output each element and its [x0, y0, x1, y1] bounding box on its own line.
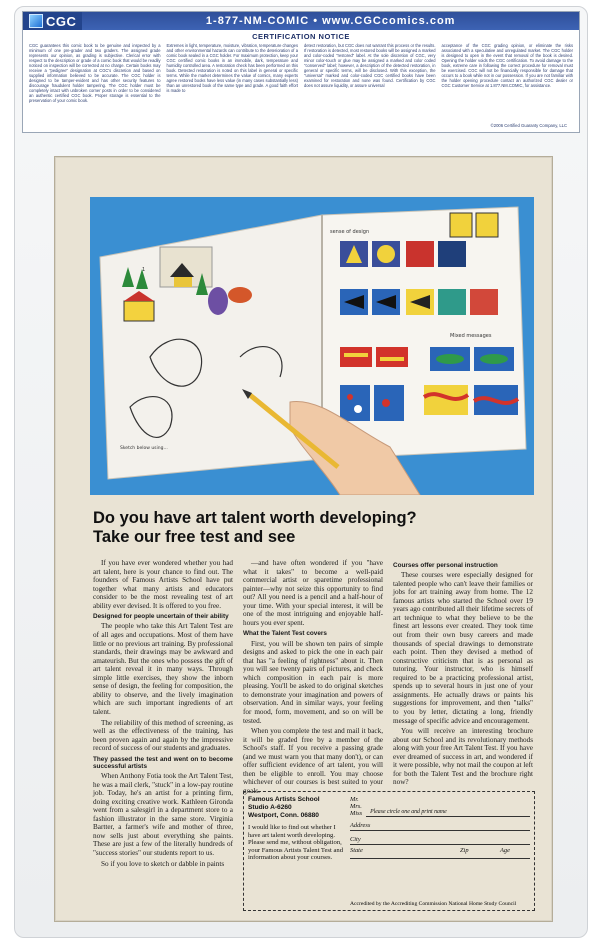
paragraph: The reliability of this method of screening, as well as the effectiveness of the training, has been proven again and again by the impressive record of success of our students and graduates. — [93, 718, 233, 753]
cert-column-2: Extremes in light, temperature, moisture, vibration, temperature changes and other environmental hazards can contribute to the deterioration of a comic book sealed in a CGC holder. For maximum protection, keep your CGC certified comic books in an immobile, dark, temperature and humidity controlled area. A restoration check has been performed on this book. Detected restoration is noted on this label in general or specific terms. While the market determines the value of comics, many experts agree restored books have less value (in many cases substantially less) than an unrestored book of the same type and grade. A good faith effort is made to — [166, 43, 298, 93]
comic-back-cover — [54, 156, 553, 922]
age-label: Age — [500, 847, 510, 854]
photo-label-design: sense of design — [330, 229, 370, 235]
label-header-bar — [23, 12, 579, 30]
paragraph: When Anthony Fotia took the Art Talent Test, he was a mail clerk, "stuck" in a low-pay routine job. Today, he's an artist for a printing firm, doing exciting creative work. Kathleen Gironda went from a salesgirl in a department store to a fashion illustrator in the same store. Virginia Bartter, a farmer's wife and mother of three, now sells just about everything she paints. These are just a few of the literally hundreds of "success stories" our students report to us. — [93, 772, 233, 858]
coupon-school-info — [248, 796, 348, 862]
subheading: What the Talent Test covers — [243, 630, 327, 638]
art-test-illustration — [90, 197, 534, 495]
paragraph: You will receive an interesting brochure about our School and its revolutionary methods along with your free Art Talent Test. If you have ever dreamed of success in art, and wondered if it were possible, why not mail the coupon at left for both the Talent Test and the brochure right now? — [393, 727, 533, 787]
address-field[interactable] — [350, 819, 530, 831]
name-field[interactable] — [366, 804, 530, 817]
coupon-form — [350, 796, 530, 861]
paragraph: The people who take this Art Talent Test are of all ages and occupations. Most of them have little or no previous art training. By professional standards, their drawings may be awkward and amateurish. But the ones who possess the gift of art talent reveal it in many ways. Through simple little exercises, they show the inborn sense of design, the feeling for composition, the ability to observe, and the lively imagination which are such important ingredients of art talent. — [93, 622, 233, 716]
state-label: State — [350, 847, 363, 854]
city-label: City — [350, 836, 361, 843]
salutation-miss[interactable]: Miss — [350, 810, 363, 817]
paragraph: When you complete the test and mail it back, it will be graded free by a member of the School's staff. If you receive a passing grade (and we must warn you that many don't), or can offer sufficient evidence of art talent, you will then be eligible to enroll. You may choose whichever of our courses is best suited to your goals. — [243, 727, 383, 795]
paragraph: So if you love to sketch or dabble in paints — [101, 859, 225, 868]
cgc-logo — [23, 12, 82, 30]
cert-column-4: acceptance of the CGC grading opinion, or eliminate the risks associated with a speculative and unregulated market. The CGC holder is designed to open in the event that removal of the book is desired. Opening the holder voids the CGC certification. To avoid damage to the book, extreme care in following the correct procedure for removal must be exercised. CGC will not be financially responsible for damage that occurs to a book while not in our possession. If you are not familiar with the holder opening procedure contact an authorized CGC dealer or CGC Customer Service at 1.877.NM.COMIC, for assistance. — [441, 43, 573, 88]
cgc-logo-text: CGC — [46, 13, 77, 29]
ad-headline-line-1: Do you have art talent worth developing? — [93, 509, 417, 527]
city-field[interactable] — [350, 833, 530, 845]
certification-label — [22, 11, 580, 133]
ad-headline-line-2: Take our free test and see — [93, 528, 296, 546]
paragraph: These courses were especially designed for talented people who can't leave their families or jobs for art training away from home. The 12 famous artists who started the School over 19 years ago contributed all their lifetime secrets of art technique to what they believe to be the finest art lessons ever created. They took time out from their own busy careers and made thousands of special drawings to demonstrate each point. Then they devised a method of constructive criticism that is as personal as tutoring. Your instructor, who is himself required to be a practicing professional artist, spends up to several hours in just one of your assignments. He actually draws or paints his suggestions for improvement, and then "talks" to you by letter, dictating a long, friendly message of specific advice and encouragement. — [393, 571, 533, 725]
paragraph: First, you will be shown ten pairs of simple designs and asked to pick the one in each pair that has "a feeling of rightness" about it. Then you will see twenty pairs of pictures, and check which composition in each pair is more pleasing. You'll be asked to do original sketches to demonstrate your imagination and powers of observation. And in similar ways, your feeling for mood, form, movement, and so on will be tested. — [243, 639, 383, 725]
mail-in-coupon[interactable] — [243, 791, 535, 911]
art-test-photo — [90, 197, 534, 495]
certification-title: CERTIFICATION NOTICE — [252, 32, 350, 41]
label-copyright: ©2006 Certified Guaranty Company, LLC — [490, 123, 567, 128]
state-zip-age-field[interactable] — [350, 847, 530, 859]
address-label: Address — [350, 822, 371, 829]
school-city: Westport, Conn. 06880 — [248, 812, 319, 819]
ad-column-1 — [93, 559, 233, 919]
paragraph: If you have ever wondered whether you had art talent, here is your chance to find out. The founders of Famous Artists School have put together what many artists and educators consider to be the most revealing test of art ability ever devised. It is offered to you free. — [93, 559, 233, 610]
cgc-logo-icon — [29, 14, 43, 28]
certification-text — [23, 41, 579, 103]
school-studio: Studio A-6260 — [248, 804, 292, 811]
cert-column-1: CGC guarantees this comic book to be genuine and inspected by a minimum of one pre-grader and two graders. The assigned grade represents our opinion, as grading is subjective. Clerical error with respect to the description or grade of a comic book that would be readily noticed on inspection will be corrected at no charge. Certain books may receive a "pedigree" designation at CGC's discretion and based on supplied information believed to be accurate. The CGC holder is designed to be tamper-evident and has other security features to discourage fraudulent holder tampering. The CGC holder must be completely intact with unbroken corner posts in order to be considered an authentic certified CGC book. Proper storage is essential to the preservation of your comic book. — [29, 43, 161, 103]
subheading: They passed the test and went on to become successful artists — [93, 755, 233, 770]
zip-label: Zip — [460, 847, 469, 854]
salutation-mr[interactable]: Mr. — [350, 796, 359, 803]
photo-label-number: 1 — [142, 267, 146, 273]
accreditation-note: Accredited by the Accrediting Commission National Home Study Council — [350, 901, 517, 907]
photo-label-mixed: Mixed messages — [450, 333, 492, 339]
cert-column-3: detect restoration, but CGC does not warrant this process or the results. If restoration is detected, most restored books will be assigned a marked and color-coded "restored" label. At the sole discretion of CGC, very minor color-touch or glue may be assigned a marked and color coded "conserved" label; however, a description of the detected restoration, in general or specific terms, will be disclosed. With this exception, the "universal" marked and color-coded CGC certified books have been examined for restoration and none was found. Certification by CGC does not assure liquidity, or assure universal — [304, 43, 436, 88]
ad-headline — [93, 509, 417, 547]
subheading: Designed for people uncertain of their ability — [93, 613, 229, 621]
paragraph: —and have often wondered if you "have what it takes" to become a well-paid commercial artist or sparetime professional painter—why not seize this opportunity to find out? All you need is a pencil and a half-hour of your time. With your special interest, it will be one of the most intriguing and enjoyable half-hours you ever spent. — [243, 559, 383, 627]
salutation-mrs[interactable]: Mrs. — [350, 803, 362, 810]
label-phone-line: 1-877-NM-COMIC • www.CGCcomics.com — [205, 15, 456, 27]
name-hint: Please circle one and print name — [370, 809, 447, 815]
school-name: Famous Artists School — [248, 796, 320, 803]
coupon-request: I would like to find out whether I have art talent worth developing. Please send me, without obligation, your Famous Artists Talent Test and information about your courses. — [248, 824, 343, 862]
photo-label-sketch: Sketch below using... — [120, 446, 168, 451]
subheading: Courses offer personal instruction — [393, 562, 498, 569]
